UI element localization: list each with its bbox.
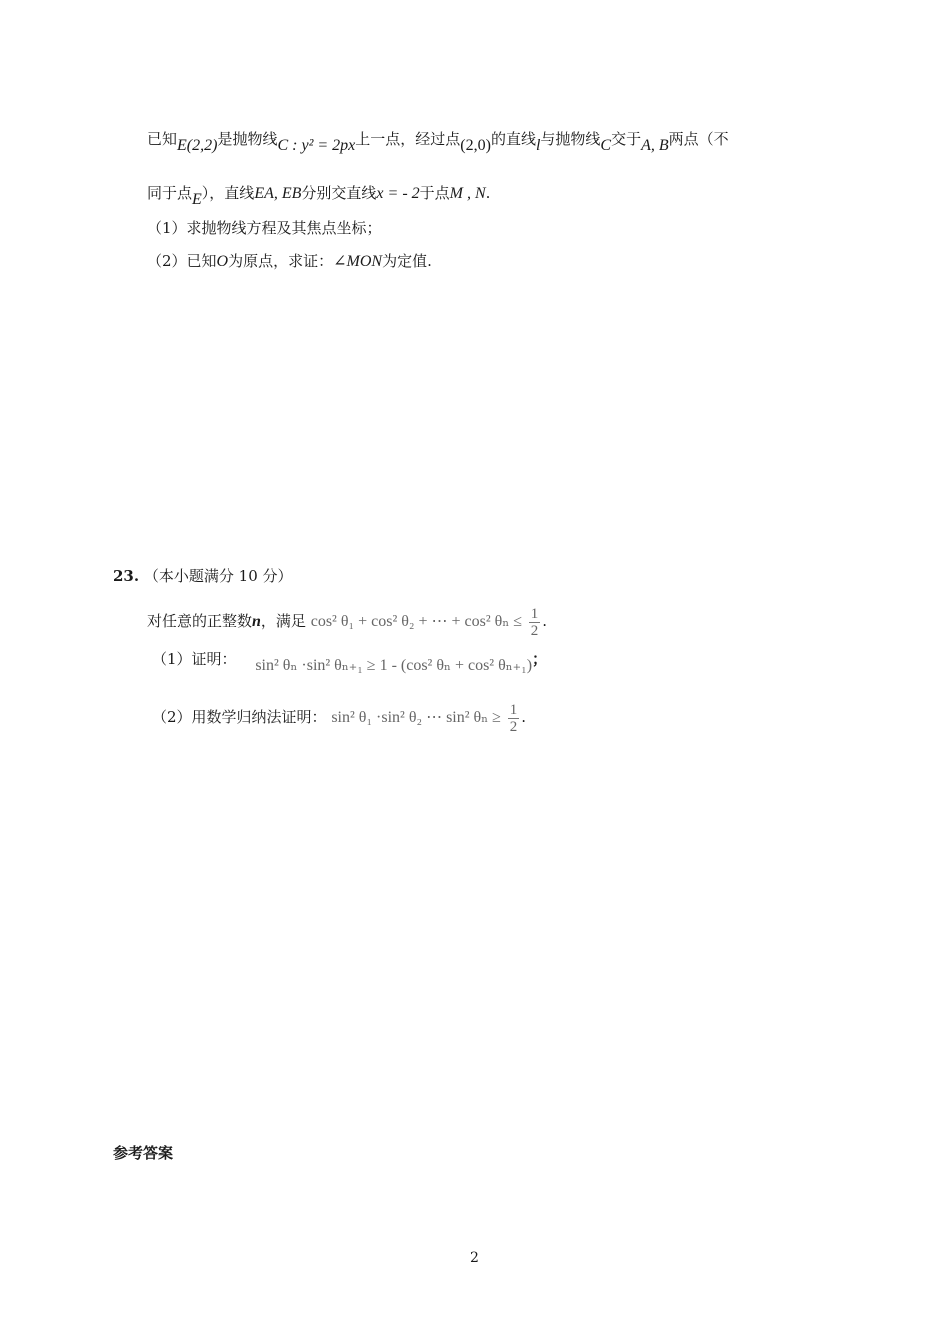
math-point: (2,0) — [460, 137, 491, 154]
math-MN: M , N — [449, 185, 486, 202]
text: （2）用数学归纳法证明： — [152, 708, 327, 726]
math-n: n — [252, 613, 261, 630]
q23-part-1 — [152, 648, 548, 674]
text: 上一点，经过点 — [355, 130, 461, 148]
text: 为定值. — [382, 252, 432, 270]
text: 为原点，求证： — [228, 252, 334, 270]
text: . — [485, 184, 491, 202]
text: （2）已知 — [147, 252, 217, 270]
answer-heading: 参考答案 — [113, 1144, 174, 1162]
q23-intro — [147, 604, 547, 639]
math-E-point: E(2,2) — [177, 137, 218, 154]
text: 同于点 — [147, 184, 193, 202]
math-AB: A, B — [641, 137, 669, 154]
text: 对任意的正整数 — [147, 612, 253, 630]
q22-line-2 — [147, 182, 491, 208]
text: 的直线 — [490, 130, 536, 148]
math-condition: cos² θ₁ + cos² θ₂ + ⋯ + cos² θₙ ≤ — [310, 613, 523, 630]
text: （1）求抛物线方程及其焦点坐标； — [147, 219, 382, 237]
fraction-half: $\frac{1}{2}$ — [530, 605, 539, 639]
page-number: 2 — [470, 1250, 479, 1266]
text: 与抛物线 — [540, 130, 601, 148]
question-header: （本小题满分 10 分） — [143, 567, 293, 585]
math-EAEB: EA, EB — [254, 185, 302, 202]
text: ，满足 — [260, 612, 306, 630]
math-line-l: l — [535, 137, 541, 154]
q22-line-1 — [147, 128, 729, 154]
q22-part-2 — [147, 250, 432, 273]
question-number: 23. — [113, 567, 140, 585]
math-angle: ∠MON — [333, 253, 383, 270]
math-E: E — [192, 191, 202, 208]
fraction-half-2: $\frac{1}{2}$ — [509, 701, 518, 735]
q23-header — [113, 565, 293, 587]
q23-part-2 — [152, 700, 526, 735]
math-parabola: C : y² = 2px — [277, 137, 356, 154]
math-x-eq: x = - 2 — [376, 185, 420, 202]
text: （1）证明： — [152, 650, 237, 668]
text: . — [521, 708, 526, 726]
text: 已知 — [147, 130, 178, 148]
math-O: O — [216, 253, 229, 270]
text: . — [542, 612, 548, 630]
text: ； — [532, 650, 548, 668]
text: 是抛物线 — [217, 130, 278, 148]
text: 两点（不 — [668, 130, 729, 148]
text: ），直线 — [201, 184, 255, 202]
math-part2-expr: sin² θ₁ ·sin² θ₂ ⋯ sin² θₙ ≥ — [331, 709, 501, 726]
text: 交于 — [611, 130, 642, 148]
q22-part-1 — [147, 217, 382, 239]
text: 于点 — [419, 184, 450, 202]
math-C: C — [600, 137, 612, 154]
math-part1-expr: sin² θₙ ·sin² θₙ₊₁ ≥ 1 - (cos² θₙ + cos² θₙ₊₁) — [255, 657, 533, 674]
text: 分别交直线 — [301, 184, 377, 202]
